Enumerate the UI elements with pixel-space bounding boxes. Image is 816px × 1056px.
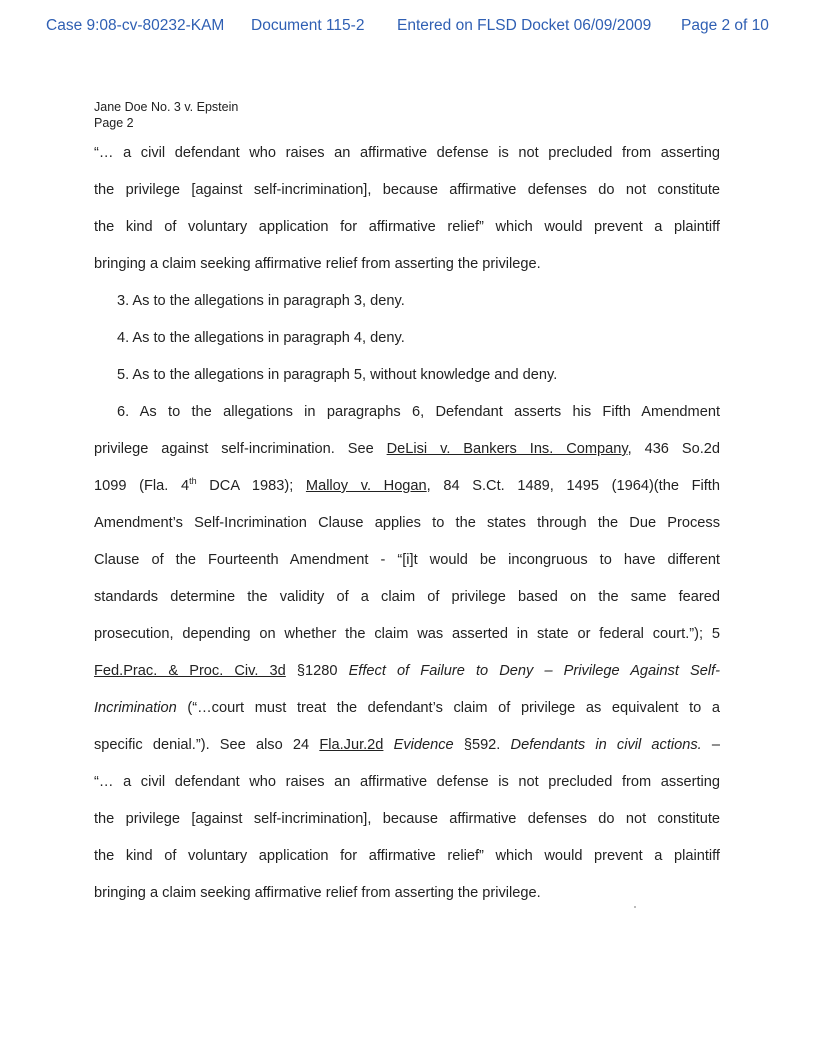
text-line: standards determine the validity of a claim of privilege based on the same feared [94, 589, 720, 605]
list-item: 4. As to the allegations in paragraph 4, deny. [117, 330, 405, 346]
text-run: §1280 [285, 663, 349, 679]
superscript: th [189, 476, 197, 486]
list-item: 5. As to the allegations in paragraph 5, without knowledge and deny. [117, 367, 558, 383]
text-line: the privilege [against self-incrimination], because affirmative defenses do not constitute [94, 811, 720, 827]
section-title: Incrimination [94, 700, 177, 716]
text-run: , 436 So.2d [627, 441, 720, 457]
list-item: 6. As to the allegations in paragraphs 6, Defendant asserts his Fifth Amendment [117, 404, 720, 420]
text-line [94, 698, 720, 718]
case-caption: Jane Doe No. 3 v. Epstein [94, 100, 239, 114]
text-run: specific denial.”). See also 24 [94, 737, 320, 753]
text-line: bringing a claim seeking affirmative relief from asserting the privilege. [94, 256, 541, 272]
text-line: the kind of voluntary application for affirmative relief” which would prevent a plaintiff [94, 219, 720, 235]
text-line [94, 661, 720, 681]
scan-artifact [634, 906, 636, 908]
text-run: DCA 1983); [196, 478, 306, 494]
docket-entry-date: Entered on FLSD Docket 06/09/2009 [397, 17, 652, 34]
text-line: the privilege [against self-incrimination], because affirmative defenses do not constitute [94, 182, 720, 198]
text-line [94, 476, 720, 496]
case-citation: DeLisi v. Bankers Ins. Company [386, 441, 628, 457]
case-citation: Malloy v. Hogan [305, 478, 427, 494]
text-line [94, 735, 720, 755]
section-title: Defendants in civil actions. [510, 737, 702, 753]
page-label: Page 2 [94, 116, 134, 130]
case-number: Case 9:08-cv-80232-KAM [46, 17, 225, 34]
text-line: the kind of voluntary application for affirmative relief” which would prevent a plaintiff [94, 848, 720, 864]
text-line: bringing a claim seeking affirmative relief from asserting the privilege. [94, 885, 541, 901]
text-run [383, 737, 393, 753]
list-item: 3. As to the allegations in paragraph 3, deny. [117, 293, 405, 309]
section-title: Effect of Failure to Deny – Privilege Against Self- [348, 663, 720, 679]
page-count: Page 2 of 10 [681, 17, 769, 34]
text-run: – [701, 737, 721, 753]
text-line: “… a civil defendant who raises an affirmative defense is not precluded from asserting [94, 774, 720, 790]
text-line: “… a civil defendant who raises an affirmative defense is not precluded from asserting [94, 145, 720, 161]
text-run: (“…court must treat the defendant’s claim of privilege as equivalent to a [176, 700, 720, 716]
text-run: 1099 (Fla. 4 [94, 478, 190, 494]
document-number: Document 115-2 [251, 17, 365, 34]
text-line: Amendment’s Self-Incrimination Clause applies to the states through the Due Process [94, 515, 720, 531]
treatise-citation: Fla.Jur.2d [319, 737, 384, 753]
text-run: §592. [453, 737, 511, 753]
section-title: Evidence [393, 737, 454, 753]
court-filing-stamp [0, 17, 816, 39]
text-line: prosecution, depending on whether the claim was asserted in state or federal court.”); 5 [94, 626, 720, 642]
text-run: , 84 S.Ct. 1489, 1495 (1964)(the Fifth [426, 478, 720, 494]
text-run: privilege against self-incrimination. See [94, 441, 387, 457]
treatise-citation: Fed.Prac. & Proc. Civ. 3d [94, 663, 286, 679]
text-line: Clause of the Fourteenth Amendment - “[i]t would be incongruous to have different [94, 552, 720, 568]
text-line [94, 439, 720, 459]
